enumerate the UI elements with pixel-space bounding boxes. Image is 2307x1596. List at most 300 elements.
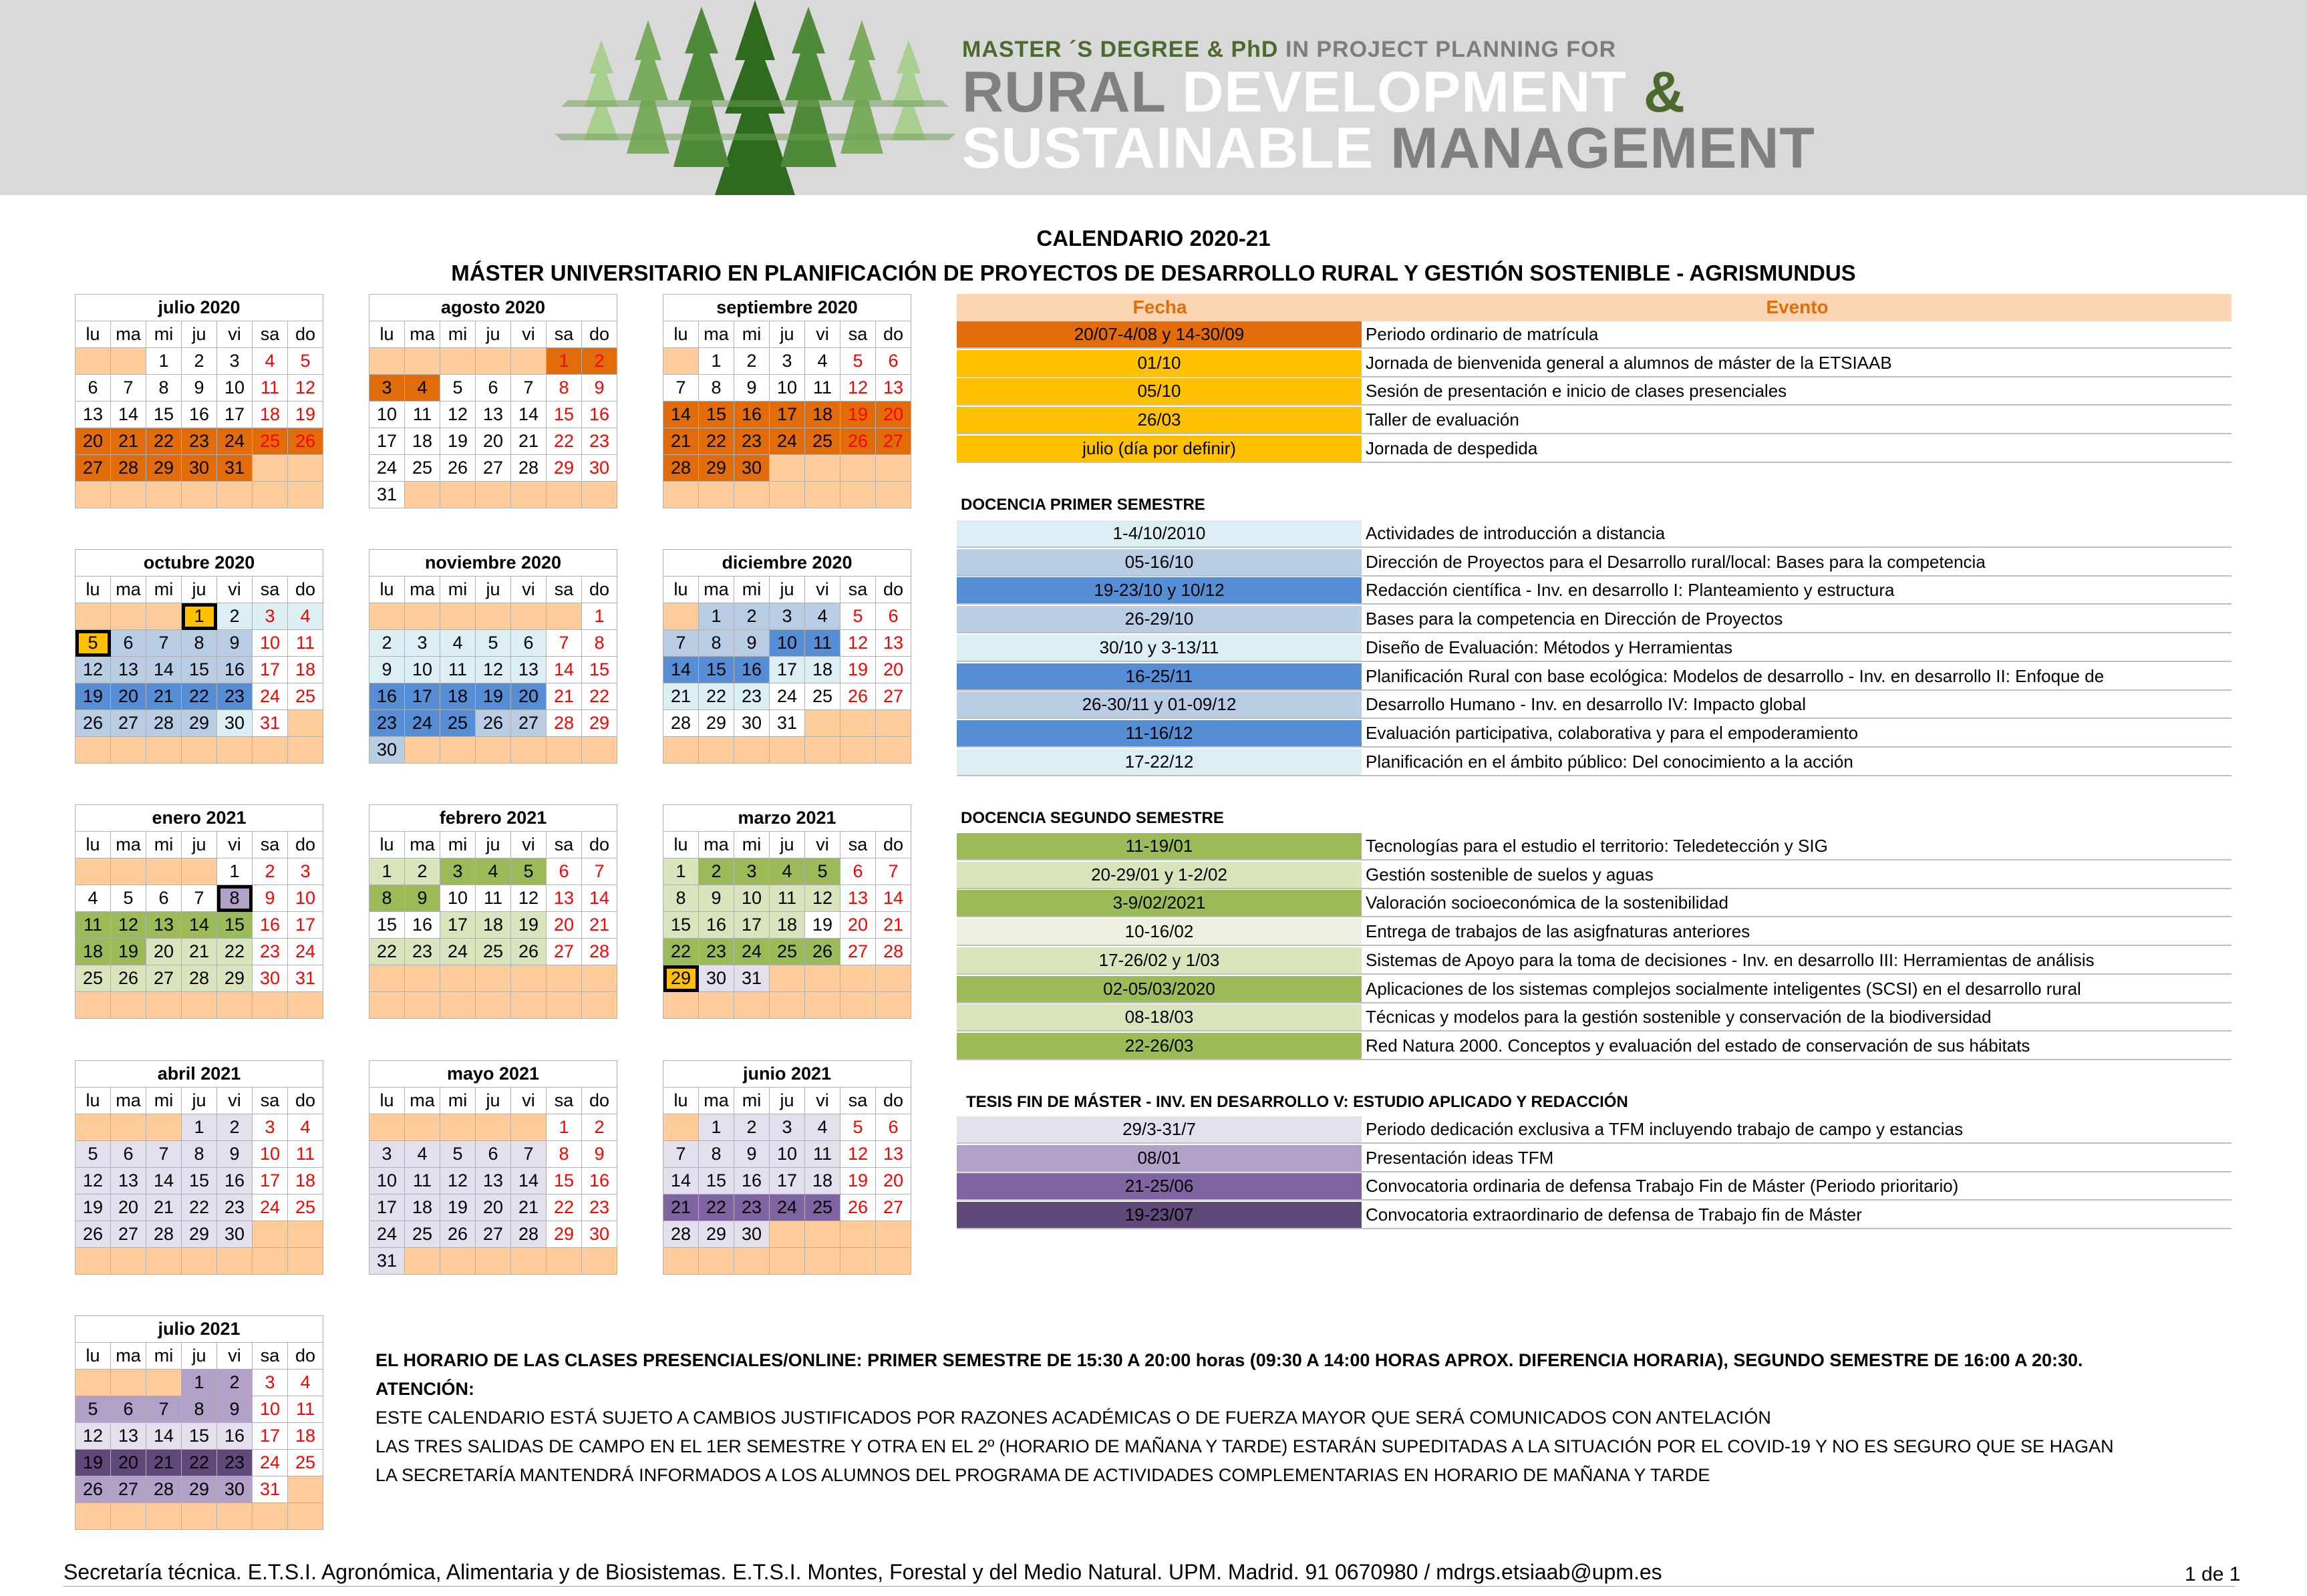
day-cell: 30 bbox=[582, 1221, 617, 1248]
day-cell: 17 bbox=[734, 912, 770, 939]
day-cell: 17 bbox=[369, 1194, 405, 1221]
day-cell: 23 bbox=[734, 428, 770, 455]
empty-day-cell bbox=[699, 992, 734, 1019]
weekday-header: sa bbox=[547, 832, 582, 858]
empty-day-cell bbox=[876, 482, 911, 508]
event-row bbox=[957, 1202, 2232, 1229]
empty-day-cell bbox=[840, 455, 876, 482]
weekday-header: mi bbox=[734, 832, 770, 858]
day-cell: 29 bbox=[182, 1221, 217, 1248]
weekday-header: vi bbox=[217, 1343, 253, 1370]
empty-day-cell bbox=[582, 1248, 617, 1275]
weekday-header: ma bbox=[405, 832, 440, 858]
day-cell: 18 bbox=[805, 657, 840, 683]
day-cell: 22 bbox=[547, 1194, 582, 1221]
empty-day-cell bbox=[111, 737, 146, 764]
empty-day-cell bbox=[805, 965, 840, 992]
day-cell: 1 bbox=[699, 603, 734, 630]
day-cell: 24 bbox=[405, 710, 440, 737]
day-cell: 13 bbox=[547, 885, 582, 912]
event-date: 17-22/12 bbox=[957, 749, 1362, 775]
day-cell: 19 bbox=[476, 683, 511, 710]
day-cell: 16 bbox=[253, 912, 288, 939]
empty-day-cell bbox=[288, 455, 323, 482]
weekday-header: mi bbox=[146, 832, 182, 858]
day-cell: 3 bbox=[253, 603, 288, 630]
notes bbox=[375, 1346, 2114, 1490]
empty-day-cell bbox=[75, 1370, 111, 1396]
event-row bbox=[957, 862, 2232, 889]
day-cell: 26 bbox=[288, 428, 323, 455]
day-cell: 31 bbox=[734, 965, 770, 992]
empty-day-cell bbox=[217, 737, 253, 764]
day-cell: 24 bbox=[369, 1221, 405, 1248]
event-row bbox=[957, 720, 2232, 748]
day-cell: 7 bbox=[663, 1141, 699, 1168]
day-cell: 9 bbox=[699, 885, 734, 912]
day-cell: 7 bbox=[146, 630, 182, 657]
weekday-header: sa bbox=[840, 1088, 876, 1114]
day-cell: 14 bbox=[511, 1168, 547, 1194]
month-title: junio 2021 bbox=[663, 1061, 911, 1088]
day-cell: 2 bbox=[217, 603, 253, 630]
event-text: Actividades de introducción a distancia bbox=[1366, 523, 1666, 543]
day-cell: 22 bbox=[217, 939, 253, 965]
day-cell: 31 bbox=[369, 1248, 405, 1275]
empty-day-cell bbox=[876, 455, 911, 482]
attention-label: ATENCIÓN: bbox=[375, 1379, 474, 1399]
day-cell: 5 bbox=[440, 1141, 476, 1168]
footer-divider bbox=[63, 1586, 2235, 1587]
event-date: 22-26/03 bbox=[957, 1033, 1362, 1059]
day-cell: 5 bbox=[440, 375, 476, 402]
day-cell: 11 bbox=[440, 657, 476, 683]
day-cell: 8 bbox=[182, 630, 217, 657]
day-cell: 6 bbox=[75, 375, 111, 402]
weekday-header: do bbox=[876, 577, 911, 603]
empty-day-cell bbox=[770, 455, 805, 482]
empty-day-cell bbox=[663, 992, 699, 1019]
empty-day-cell bbox=[75, 1114, 111, 1141]
day-cell: 14 bbox=[663, 1168, 699, 1194]
day-cell: 26 bbox=[840, 683, 876, 710]
empty-day-cell bbox=[75, 1248, 111, 1275]
day-cell: 21 bbox=[511, 1194, 547, 1221]
event-row bbox=[957, 919, 2232, 946]
month-calendar bbox=[369, 804, 617, 1019]
weekday-header: mi bbox=[440, 832, 476, 858]
day-cell: 13 bbox=[111, 657, 146, 683]
event-text: Taller de evaluación bbox=[1366, 410, 1519, 430]
event-row bbox=[957, 1145, 2232, 1172]
weekday-header: ju bbox=[182, 321, 217, 348]
empty-day-cell bbox=[547, 482, 582, 508]
day-cell: 18 bbox=[288, 657, 323, 683]
empty-day-cell bbox=[253, 1248, 288, 1275]
month-title: enero 2021 bbox=[75, 805, 323, 832]
weekday-header: do bbox=[582, 321, 617, 348]
empty-day-cell bbox=[405, 482, 440, 508]
day-cell: 13 bbox=[111, 1168, 146, 1194]
empty-day-cell bbox=[876, 1221, 911, 1248]
day-cell: 10 bbox=[405, 657, 440, 683]
page-subtitle: MÁSTER UNIVERSITARIO EN PLANIFICACIÓN DE PROYECTOS DE DESARROLLO RURAL Y GESTIÓN SOSTENIBLE - AGRISMUNDUS bbox=[451, 261, 1856, 285]
day-cell: 31 bbox=[369, 482, 405, 508]
event-text: Redacción científica - Inv. en desarrollo I: Planteamiento y estructura bbox=[1366, 580, 1895, 601]
day-cell: 3 bbox=[217, 348, 253, 375]
event-row bbox=[957, 890, 2232, 917]
day-cell: 5 bbox=[840, 348, 876, 375]
empty-day-cell bbox=[805, 1248, 840, 1275]
event-date: 02-05/03/2020 bbox=[957, 976, 1362, 1002]
day-cell: 6 bbox=[876, 1114, 911, 1141]
day-cell: 18 bbox=[805, 1168, 840, 1194]
day-cell: 11 bbox=[805, 630, 840, 657]
empty-day-cell bbox=[405, 1248, 440, 1275]
note-line-2: LAS TRES SALIDAS DE CAMPO EN EL 1ER SEMESTRE Y OTRA EN EL 2º (HORARIO DE MAÑANA Y TARDE) ESTARÁN SUPEDITADAS A LA SITUACIÓN POR EL COVID-19 Y NO ES SEGURO QUE SE HAGAN bbox=[375, 1436, 2114, 1456]
day-cell: 25 bbox=[805, 428, 840, 455]
day-cell: 16 bbox=[734, 1168, 770, 1194]
day-cell: 15 bbox=[547, 402, 582, 428]
day-cell: 13 bbox=[111, 1423, 146, 1450]
day-cell: 21 bbox=[511, 428, 547, 455]
weekday-header: ju bbox=[770, 321, 805, 348]
day-cell: 29 bbox=[217, 965, 253, 992]
empty-day-cell bbox=[876, 992, 911, 1019]
month-title: mayo 2021 bbox=[369, 1061, 617, 1088]
empty-day-cell bbox=[840, 737, 876, 764]
empty-day-cell bbox=[146, 1503, 182, 1530]
month-calendar bbox=[75, 294, 323, 508]
event-row bbox=[957, 549, 2232, 577]
empty-day-cell bbox=[440, 603, 476, 630]
empty-day-cell bbox=[663, 482, 699, 508]
day-cell: 17 bbox=[253, 1168, 288, 1194]
day-cell: 8 bbox=[663, 885, 699, 912]
day-cell: 3 bbox=[770, 348, 805, 375]
empty-day-cell bbox=[734, 992, 770, 1019]
weekday-header: sa bbox=[547, 1088, 582, 1114]
day-cell: 26 bbox=[111, 965, 146, 992]
day-cell: 13 bbox=[876, 1141, 911, 1168]
weekday-header: mi bbox=[440, 1088, 476, 1114]
day-cell: 10 bbox=[253, 1396, 288, 1423]
month-title: julio 2020 bbox=[75, 295, 323, 321]
day-cell: 3 bbox=[440, 858, 476, 885]
logo-line1b: IN PROJECT PLANNING FOR bbox=[1285, 37, 1617, 62]
empty-day-cell bbox=[770, 992, 805, 1019]
empty-day-cell bbox=[288, 482, 323, 508]
day-cell: 7 bbox=[876, 858, 911, 885]
empty-day-cell bbox=[582, 737, 617, 764]
day-cell: 17 bbox=[253, 657, 288, 683]
event-row bbox=[957, 407, 2232, 434]
day-cell: 14 bbox=[547, 657, 582, 683]
day-cell: 28 bbox=[663, 455, 699, 482]
day-cell: 22 bbox=[182, 683, 217, 710]
empty-day-cell bbox=[476, 603, 511, 630]
day-cell: 2 bbox=[369, 630, 405, 657]
day-cell: 24 bbox=[770, 1194, 805, 1221]
event-date: 3-9/02/2021 bbox=[957, 890, 1362, 916]
day-cell: 18 bbox=[288, 1423, 323, 1450]
weekday-header: sa bbox=[253, 832, 288, 858]
weekday-header: sa bbox=[547, 577, 582, 603]
day-cell: 11 bbox=[288, 630, 323, 657]
day-cell: 21 bbox=[146, 683, 182, 710]
empty-day-cell bbox=[547, 965, 582, 992]
empty-day-cell bbox=[805, 455, 840, 482]
day-cell: 15 bbox=[182, 1168, 217, 1194]
day-cell: 23 bbox=[217, 683, 253, 710]
day-cell: 5 bbox=[111, 885, 146, 912]
day-cell: 8 bbox=[699, 1141, 734, 1168]
day-cell: 4 bbox=[288, 603, 323, 630]
logo-line1a: MASTER ´S DEGREE & PhD bbox=[962, 37, 1279, 62]
day-cell: 6 bbox=[111, 1396, 146, 1423]
event-row bbox=[957, 520, 2232, 548]
day-cell: 29 bbox=[582, 710, 617, 737]
day-cell: 4 bbox=[288, 1370, 323, 1396]
forest-logo-icon bbox=[555, 0, 955, 195]
day-cell: 21 bbox=[663, 1194, 699, 1221]
day-cell: 28 bbox=[146, 1221, 182, 1248]
day-cell: 6 bbox=[111, 1141, 146, 1168]
day-cell: 21 bbox=[182, 939, 217, 965]
day-cell: 14 bbox=[582, 885, 617, 912]
day-cell: 28 bbox=[146, 1476, 182, 1503]
day-cell: 31 bbox=[217, 455, 253, 482]
empty-day-cell bbox=[75, 737, 111, 764]
header-banner bbox=[0, 0, 2307, 195]
day-cell: 4 bbox=[805, 603, 840, 630]
weekday-header: ju bbox=[182, 1088, 217, 1114]
day-cell: 12 bbox=[840, 375, 876, 402]
day-cell: 20 bbox=[476, 1194, 511, 1221]
day-cell: 31 bbox=[253, 710, 288, 737]
empty-day-cell bbox=[253, 1503, 288, 1530]
empty-day-cell bbox=[75, 1503, 111, 1530]
day-cell: 29 bbox=[182, 710, 217, 737]
empty-day-cell bbox=[511, 1248, 547, 1275]
weekday-header: mi bbox=[734, 321, 770, 348]
sem2-title: DOCENCIA SEGUNDO SEMESTRE bbox=[961, 809, 1224, 827]
day-cell: 20 bbox=[75, 428, 111, 455]
day-cell: 25 bbox=[405, 1221, 440, 1248]
day-cell: 28 bbox=[663, 1221, 699, 1248]
day-cell: 16 bbox=[217, 1423, 253, 1450]
day-cell: 9 bbox=[734, 1141, 770, 1168]
event-row bbox=[957, 947, 2232, 975]
day-cell: 4 bbox=[288, 1114, 323, 1141]
empty-day-cell bbox=[111, 858, 146, 885]
day-cell: 7 bbox=[511, 1141, 547, 1168]
empty-day-cell bbox=[369, 603, 405, 630]
event-row bbox=[957, 1033, 2232, 1060]
event-text: Planificación Rural con base ecológica: Modelos de desarrollo - Inv. en desarrollo II: Enfoque de bbox=[1366, 665, 2105, 686]
day-cell: 24 bbox=[770, 683, 805, 710]
day-cell: 14 bbox=[182, 912, 217, 939]
weekday-header: lu bbox=[369, 832, 405, 858]
day-cell: 14 bbox=[663, 402, 699, 428]
event-date: 29/3-31/7 bbox=[957, 1116, 1362, 1142]
empty-day-cell bbox=[699, 737, 734, 764]
day-cell: 23 bbox=[734, 1194, 770, 1221]
day-cell: 30 bbox=[734, 455, 770, 482]
day-cell: 16 bbox=[734, 402, 770, 428]
empty-day-cell bbox=[840, 1221, 876, 1248]
empty-day-cell bbox=[699, 482, 734, 508]
day-cell: 1 bbox=[547, 1114, 582, 1141]
day-cell: 25 bbox=[405, 455, 440, 482]
event-row bbox=[957, 577, 2232, 605]
day-cell: 16 bbox=[582, 402, 617, 428]
day-cell: 27 bbox=[476, 1221, 511, 1248]
event-date: 05/10 bbox=[957, 378, 1362, 404]
day-cell: 7 bbox=[146, 1141, 182, 1168]
weekday-header: ju bbox=[770, 577, 805, 603]
day-cell: 22 bbox=[663, 939, 699, 965]
day-cell: 27 bbox=[111, 1476, 146, 1503]
day-cell: 18 bbox=[75, 939, 111, 965]
logo-line2a: RURAL bbox=[962, 60, 1166, 124]
event-row bbox=[957, 976, 2232, 1003]
day-cell: 30 bbox=[253, 965, 288, 992]
day-cell: 16 bbox=[217, 657, 253, 683]
empty-day-cell bbox=[476, 965, 511, 992]
day-cell: 2 bbox=[405, 858, 440, 885]
day-cell: 7 bbox=[663, 375, 699, 402]
empty-day-cell bbox=[369, 1114, 405, 1141]
event-date: 19-23/07 bbox=[957, 1202, 1362, 1228]
day-cell: 10 bbox=[734, 885, 770, 912]
event-text: Gestión sostenible de suelos y aguas bbox=[1366, 864, 1654, 885]
empty-day-cell bbox=[582, 482, 617, 508]
empty-day-cell bbox=[770, 482, 805, 508]
day-cell: 5 bbox=[805, 858, 840, 885]
empty-day-cell bbox=[511, 1114, 547, 1141]
day-cell: 26 bbox=[75, 1221, 111, 1248]
day-cell: 3 bbox=[253, 1370, 288, 1396]
event-date: 26-29/10 bbox=[957, 606, 1362, 632]
weekday-header: ma bbox=[111, 832, 146, 858]
day-cell: 19 bbox=[805, 912, 840, 939]
event-text: Tecnologías para el estudio el territorio: Teledetección y SIG bbox=[1366, 836, 1828, 856]
day-cell: 27 bbox=[146, 965, 182, 992]
day-cell: 25 bbox=[288, 1194, 323, 1221]
empty-day-cell bbox=[146, 1114, 182, 1141]
empty-day-cell bbox=[476, 348, 511, 375]
day-cell: 28 bbox=[547, 710, 582, 737]
month-calendar bbox=[75, 804, 323, 1019]
day-cell: 9 bbox=[582, 1141, 617, 1168]
empty-day-cell bbox=[405, 348, 440, 375]
event-row bbox=[957, 663, 2232, 691]
day-cell: 15 bbox=[547, 1168, 582, 1194]
weekday-header: ma bbox=[405, 577, 440, 603]
weekday-header: do bbox=[288, 577, 323, 603]
day-cell: 30 bbox=[217, 1476, 253, 1503]
empty-day-cell bbox=[663, 348, 699, 375]
day-cell: 22 bbox=[699, 683, 734, 710]
day-cell: 12 bbox=[840, 630, 876, 657]
weekday-header: lu bbox=[75, 1088, 111, 1114]
day-cell: 6 bbox=[840, 858, 876, 885]
day-cell: 1 bbox=[547, 348, 582, 375]
day-cell: 14 bbox=[146, 1423, 182, 1450]
weekday-header: ju bbox=[770, 1088, 805, 1114]
event-date: 11-16/12 bbox=[957, 720, 1362, 746]
empty-day-cell bbox=[405, 737, 440, 764]
empty-day-cell bbox=[476, 1114, 511, 1141]
empty-day-cell bbox=[146, 603, 182, 630]
day-cell: 6 bbox=[476, 375, 511, 402]
day-cell: 3 bbox=[770, 603, 805, 630]
day-cell: 7 bbox=[582, 858, 617, 885]
empty-day-cell bbox=[405, 992, 440, 1019]
day-cell: 23 bbox=[253, 939, 288, 965]
day-cell: 12 bbox=[288, 375, 323, 402]
day-cell: 20 bbox=[840, 912, 876, 939]
empty-day-cell bbox=[547, 992, 582, 1019]
empty-day-cell bbox=[840, 482, 876, 508]
day-cell: 19 bbox=[75, 1194, 111, 1221]
day-cell: 2 bbox=[182, 348, 217, 375]
weekday-header: sa bbox=[840, 577, 876, 603]
empty-day-cell bbox=[770, 1221, 805, 1248]
day-cell: 10 bbox=[217, 375, 253, 402]
day-cell: 27 bbox=[111, 710, 146, 737]
event-date: 20-29/01 y 1-2/02 bbox=[957, 862, 1362, 888]
empty-day-cell bbox=[111, 1248, 146, 1275]
day-cell: 7 bbox=[111, 375, 146, 402]
empty-day-cell bbox=[476, 1248, 511, 1275]
empty-day-cell bbox=[253, 992, 288, 1019]
day-cell: 10 bbox=[253, 1141, 288, 1168]
day-cell: 24 bbox=[253, 1450, 288, 1476]
day-cell: 27 bbox=[75, 455, 111, 482]
empty-day-cell bbox=[146, 1370, 182, 1396]
day-cell: 15 bbox=[369, 912, 405, 939]
day-cell: 9 bbox=[734, 375, 770, 402]
header-evento: Evento bbox=[1766, 297, 1829, 317]
empty-day-cell bbox=[663, 603, 699, 630]
day-cell: 30 bbox=[369, 737, 405, 764]
sem1-title: DOCENCIA PRIMER SEMESTRE bbox=[961, 496, 1205, 514]
day-cell: 27 bbox=[876, 1194, 911, 1221]
day-cell: 7 bbox=[182, 885, 217, 912]
day-cell: 12 bbox=[75, 657, 111, 683]
weekday-header: do bbox=[876, 321, 911, 348]
day-cell: 20 bbox=[876, 657, 911, 683]
month-title: noviembre 2020 bbox=[369, 550, 617, 577]
weekday-header: mi bbox=[146, 1088, 182, 1114]
day-cell: 13 bbox=[511, 657, 547, 683]
empty-day-cell bbox=[440, 965, 476, 992]
weekday-header: mi bbox=[734, 1088, 770, 1114]
event-date: 1-4/10/2010 bbox=[957, 520, 1362, 546]
empty-day-cell bbox=[511, 348, 547, 375]
day-cell: 15 bbox=[182, 1423, 217, 1450]
weekday-header: ju bbox=[770, 832, 805, 858]
day-cell: 12 bbox=[440, 402, 476, 428]
day-cell: 21 bbox=[146, 1450, 182, 1476]
day-cell: 18 bbox=[476, 912, 511, 939]
weekday-header: ma bbox=[405, 321, 440, 348]
day-cell: 16 bbox=[405, 912, 440, 939]
day-cell: 11 bbox=[476, 885, 511, 912]
logo-wordmark bbox=[962, 35, 1815, 180]
